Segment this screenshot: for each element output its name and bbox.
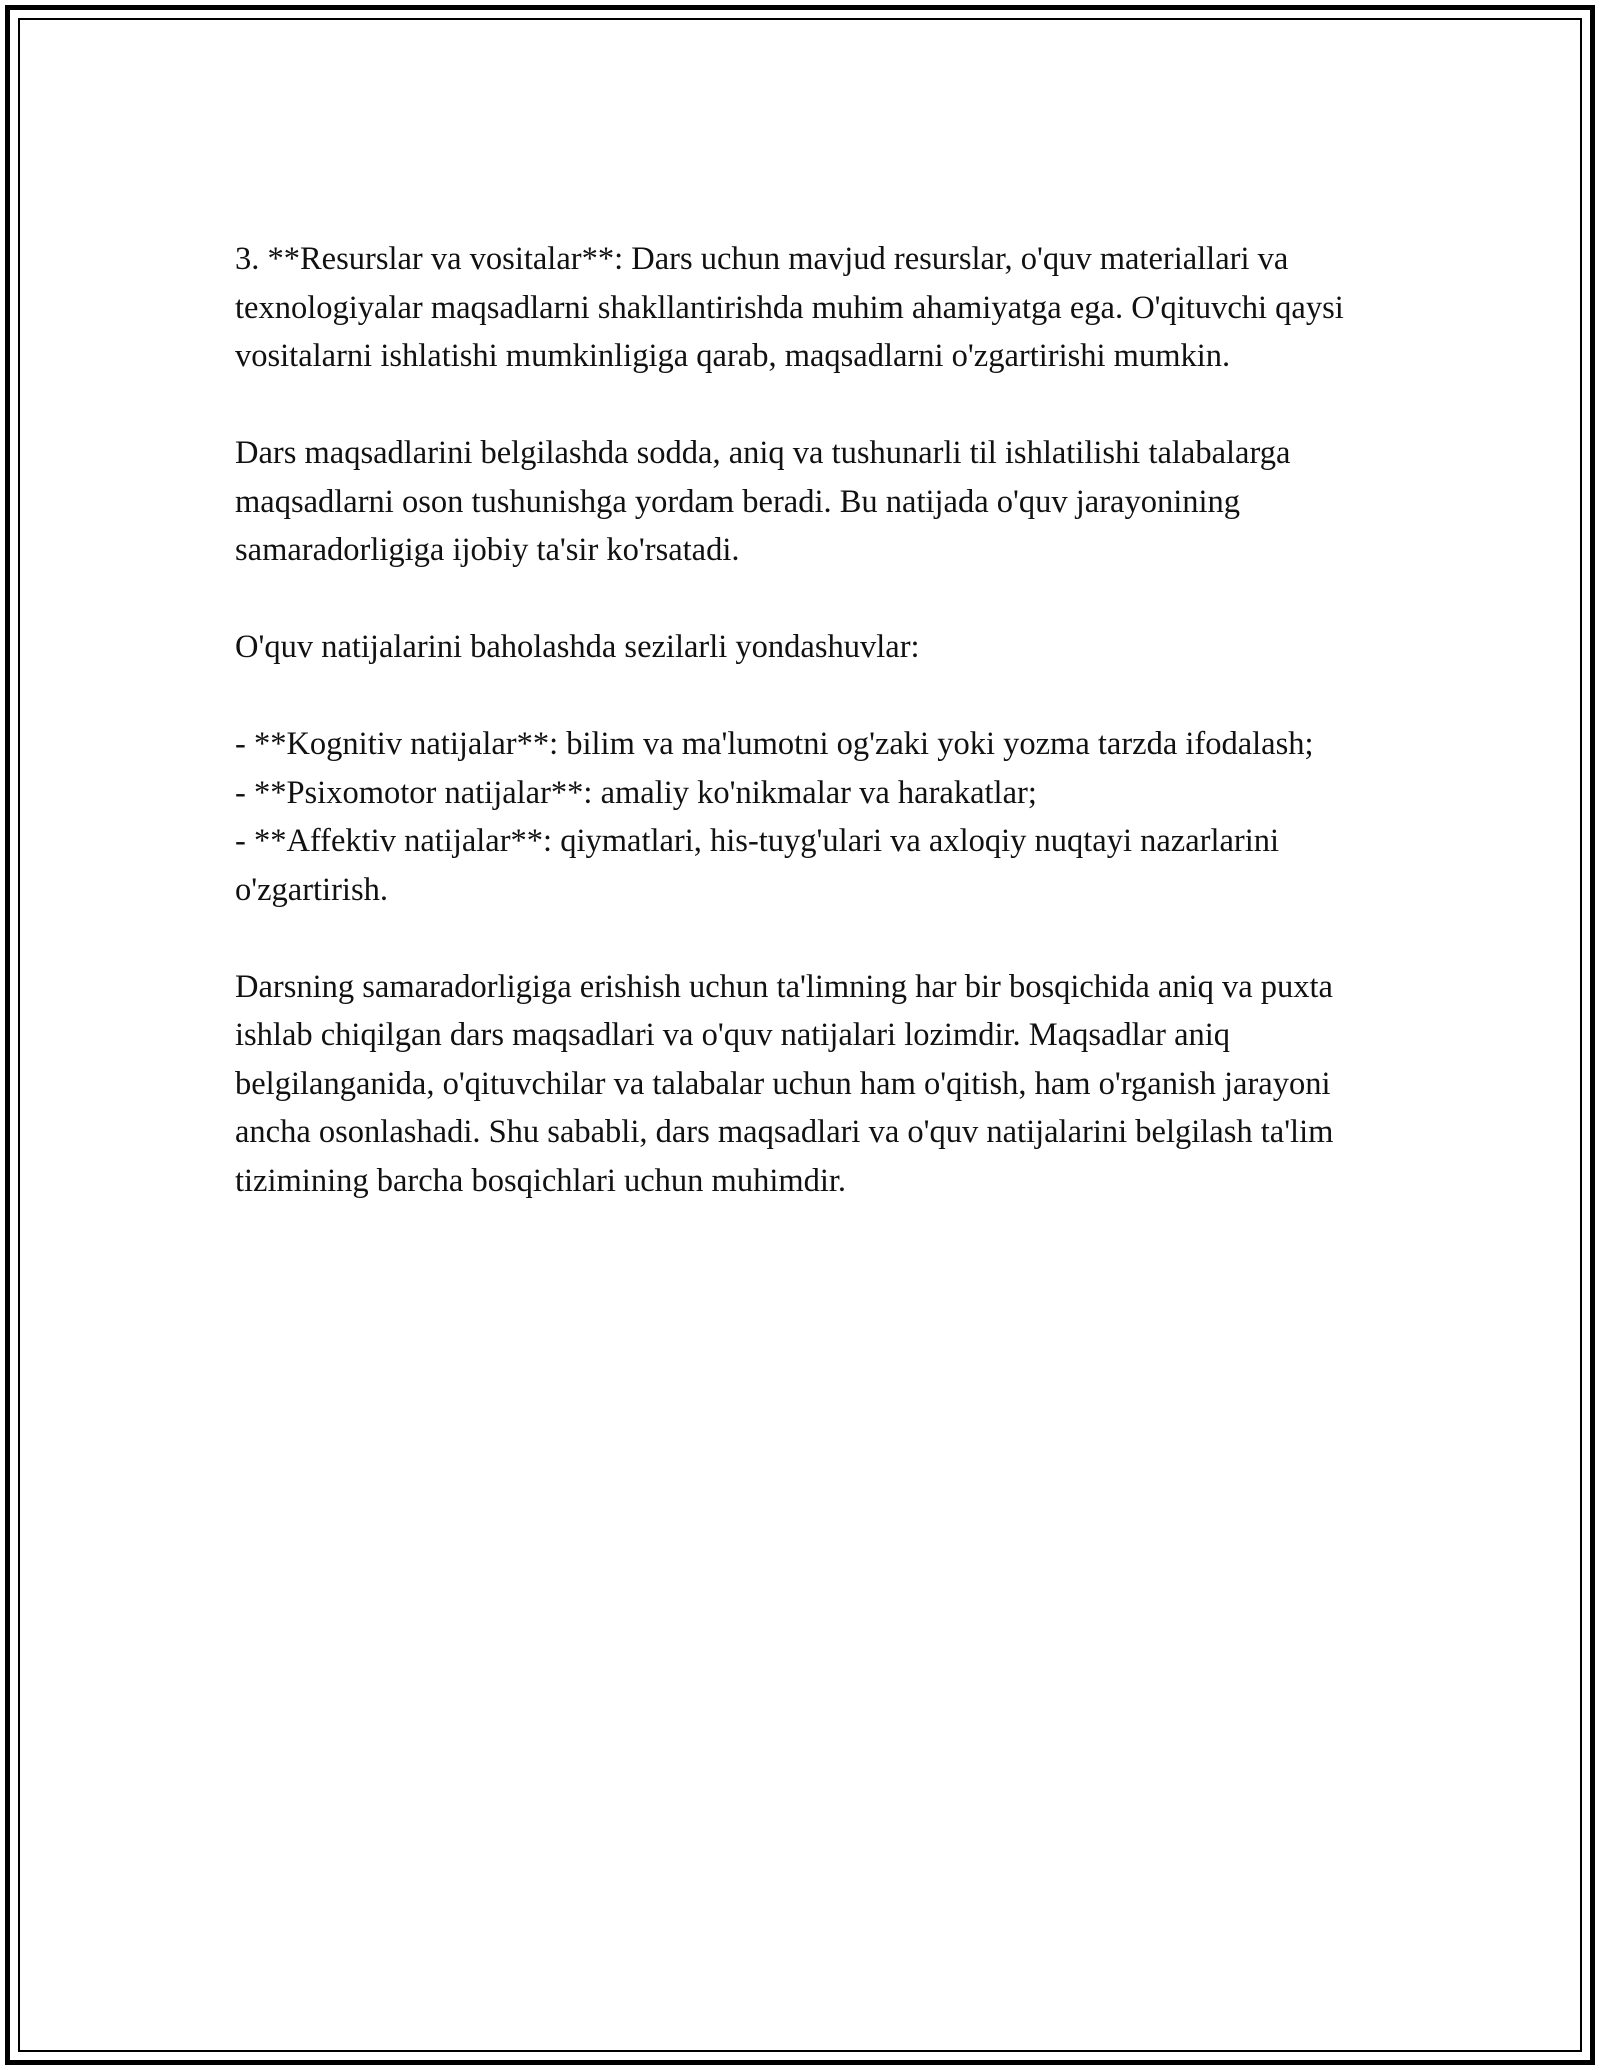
outcomes-list: [235, 720, 1380, 914]
list-item-affective: - **Affektiv natijalar**: qiymatlari, his-tuyg'ulari va axloqiy nuqtayi nazarlarini o'zgartirish.: [235, 823, 1280, 908]
paragraph-approaches-heading: O'quv natijalarini baholashda sezilarli yondashuvlar:: [235, 629, 920, 665]
list-item-cognitive: - **Kognitiv natijalar**: bilim va ma'lumotni og'zaki yoki yozma tarzda ifodalash;: [235, 726, 1314, 762]
document-body: [235, 235, 1380, 1254]
paragraph-conclusion: Darsning samaradorligiga erishish uchun ta'limning har bir bosqichida aniq va puxta ishlab chiqilgan dars maqsadlari va o'quv natijalari lozimdir. Maqsadlar aniq belgilanganida, o'qituvchilar va talabalar uchun ham o'qitish, ham o'rganish jarayoni ancha osonlashadi. Shu sababli, dars maqsadlari va o'quv natijalarini belgilash ta'lim tizimining barcha bosqichlari uchun muhimdir.: [235, 968, 1334, 1199]
paragraph-language: Dars maqsadlarini belgilashda sodda, aniq va tushunarli til ishlatilishi talabalarga maqsadlarni oson tushunishga yordam beradi. Bu natijada o'quv jarayonining samaradorligiga ijobiy ta'sir ko'rsatadi.: [235, 435, 1291, 568]
list-item-psychomotor: - **Psixomotor natijalar**: amaliy ko'nikmalar va harakatlar;: [235, 774, 1037, 811]
paragraph-resources: 3. **Resurslar va vositalar**: Dars uchun mavjud resurslar, o'quv materiallari va texnologiyalar maqsadlarni shakllantirishda muhim ahamiyatga ega. O'qituvchi qaysi vositalarni ishlatishi mumkinligiga qarab, maqsadlarni o'zgartirishi mumkin.: [235, 241, 1344, 374]
